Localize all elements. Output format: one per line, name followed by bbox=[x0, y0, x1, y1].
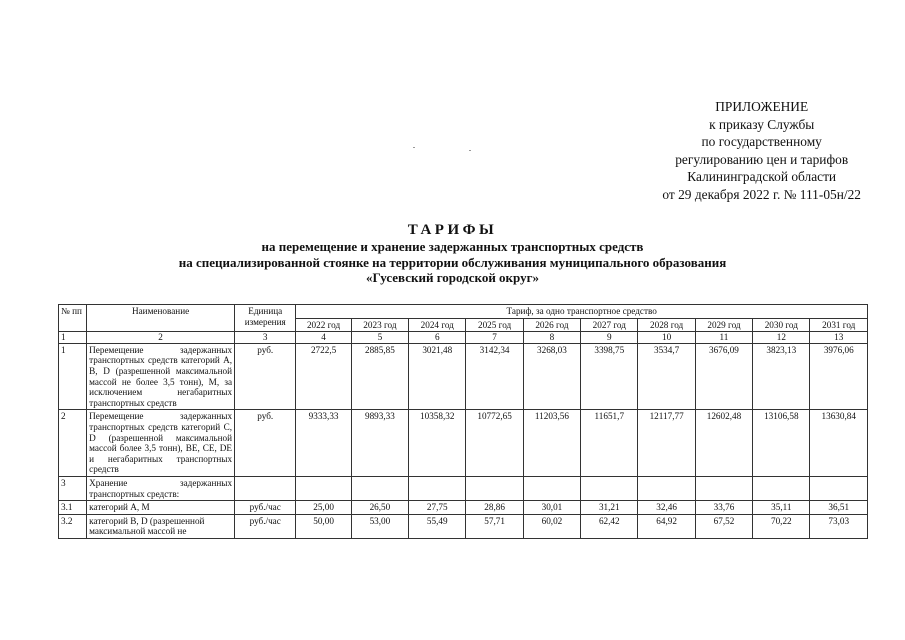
tariff-cell: 57,71 bbox=[466, 514, 523, 538]
row-name: Перемещение задержанных транспортных средств категорий А, В, D (разрешенной максимальной массой не более 3,5 тонн), М, за исключением негабаритных транспортных средств bbox=[87, 343, 235, 410]
row-number: 1 bbox=[59, 343, 87, 410]
column-header-year: 2023 год bbox=[351, 318, 408, 332]
tariff-cell: 32,46 bbox=[638, 501, 695, 515]
tariff-cell: 50,00 bbox=[296, 514, 351, 538]
tariff-cell: 11651,7 bbox=[581, 410, 638, 477]
tariff-cell bbox=[638, 476, 695, 500]
tariff-cell bbox=[351, 476, 408, 500]
tariff-cell: 3534,7 bbox=[638, 343, 695, 410]
column-header-year: 2024 год bbox=[409, 318, 466, 332]
column-index-row bbox=[59, 332, 868, 344]
row-name: Хранение задержанных транспортных средств: bbox=[87, 476, 235, 500]
column-header-year: 2029 год bbox=[695, 318, 752, 332]
column-index: 10 bbox=[638, 332, 695, 344]
tariff-cell: 2885,85 bbox=[351, 343, 408, 410]
tariff-table bbox=[58, 304, 868, 539]
column-header-tariff: Тариф, за одно транспортное средство bbox=[296, 305, 868, 319]
table-row bbox=[59, 410, 868, 477]
row-unit: руб. bbox=[235, 343, 296, 410]
tariff-cell: 9893,33 bbox=[351, 410, 408, 477]
tariff-cell: 2722,5 bbox=[296, 343, 351, 410]
tariff-cell bbox=[296, 476, 351, 500]
appendix-line: регулированию цен и тарифов bbox=[675, 151, 849, 167]
tariff-cell: 26,50 bbox=[351, 501, 408, 515]
column-header-year: 2028 год bbox=[638, 318, 695, 332]
tariff-cell: 30,01 bbox=[523, 501, 580, 515]
column-index: 4 bbox=[296, 332, 351, 344]
tariff-cell: 60,02 bbox=[523, 514, 580, 538]
tariff-cell: 35,11 bbox=[753, 501, 810, 515]
tariff-cell bbox=[523, 476, 580, 500]
tariff-cell: 3976,06 bbox=[810, 343, 868, 410]
heading-line: на перемещение и хранение задержанных транспортных средств bbox=[261, 239, 644, 254]
row-unit: руб. bbox=[235, 410, 296, 477]
tariff-cell: 3823,13 bbox=[753, 343, 810, 410]
column-header-year: 2030 год bbox=[753, 318, 810, 332]
tariff-cell: 70,22 bbox=[753, 514, 810, 538]
tariff-cell: 62,42 bbox=[581, 514, 638, 538]
tariff-cell bbox=[581, 476, 638, 500]
tariff-cell: 31,21 bbox=[581, 501, 638, 515]
column-index: 8 bbox=[523, 332, 580, 344]
column-index: 7 bbox=[466, 332, 523, 344]
appendix-line: по государственному bbox=[701, 134, 822, 150]
appendix-block bbox=[662, 98, 861, 204]
table-row bbox=[59, 476, 868, 500]
column-index: 2 bbox=[87, 332, 235, 344]
tariff-cell: 25,00 bbox=[296, 501, 351, 515]
tariff-cell: 10772,65 bbox=[466, 410, 523, 477]
appendix-line: ПРИЛОЖЕНИЕ bbox=[715, 99, 809, 114]
tariff-cell bbox=[695, 476, 752, 500]
tariff-cell: 12602,48 bbox=[695, 410, 752, 477]
tariff-cell: 53,00 bbox=[351, 514, 408, 538]
tariff-cell bbox=[409, 476, 466, 500]
scan-speck bbox=[469, 150, 471, 151]
column-header-year: 2026 год bbox=[523, 318, 580, 332]
row-number: 3 bbox=[59, 476, 87, 500]
table-row bbox=[59, 514, 868, 538]
tariff-cell: 55,49 bbox=[409, 514, 466, 538]
column-index: 1 bbox=[59, 332, 87, 344]
column-index: 11 bbox=[695, 332, 752, 344]
tariff-cell: 9333,33 bbox=[296, 410, 351, 477]
column-header-number: № пп bbox=[59, 305, 87, 332]
tariff-cell: 11203,56 bbox=[523, 410, 580, 477]
document-heading bbox=[0, 221, 905, 286]
tariff-cell: 10358,32 bbox=[409, 410, 466, 477]
row-unit bbox=[235, 476, 296, 500]
tariff-cell: 12117,77 bbox=[638, 410, 695, 477]
column-header-unit: Единица измерения bbox=[235, 305, 296, 332]
header-row bbox=[59, 305, 868, 319]
row-name: категорий В, D (разрешенной максимальной массой не bbox=[87, 514, 235, 538]
row-number: 3.1 bbox=[59, 501, 87, 515]
tariff-cell bbox=[466, 476, 523, 500]
tariff-cell: 13106,58 bbox=[753, 410, 810, 477]
tariff-cell: 64,92 bbox=[638, 514, 695, 538]
row-name: Перемещение задержанных транспортных средств категорий С, D (разрешенной максимальной массой более 3,5 тонн), ВЕ, СЕ, DE и негабаритных транспортных средств bbox=[87, 410, 235, 477]
column-header-year: 2027 год bbox=[581, 318, 638, 332]
column-index: 13 bbox=[810, 332, 868, 344]
tariff-cell: 36,51 bbox=[810, 501, 868, 515]
row-number: 3.2 bbox=[59, 514, 87, 538]
tariff-cell: 73,03 bbox=[810, 514, 868, 538]
tariff-cell bbox=[810, 476, 868, 500]
heading-line: «Гусевский городской округ» bbox=[365, 270, 540, 285]
row-unit: руб./час bbox=[235, 501, 296, 515]
appendix-line: от 29 декабря 2022 г. № 111-05н/22 bbox=[662, 186, 861, 202]
tariff-cell: 13630,84 bbox=[810, 410, 868, 477]
tariff-cell: 28,86 bbox=[466, 501, 523, 515]
tariff-cell bbox=[753, 476, 810, 500]
column-index: 5 bbox=[351, 332, 408, 344]
column-header-year: 2031 год bbox=[810, 318, 868, 332]
tariff-cell: 27,75 bbox=[409, 501, 466, 515]
table-row bbox=[59, 343, 868, 410]
tariff-cell: 67,52 bbox=[695, 514, 752, 538]
tariff-cell: 3142,34 bbox=[466, 343, 523, 410]
table-row bbox=[59, 501, 868, 515]
appendix-line: Калининградской области bbox=[687, 169, 837, 185]
row-number: 2 bbox=[59, 410, 87, 477]
column-header-year: 2025 год bbox=[466, 318, 523, 332]
column-header-year: 2022 год bbox=[296, 318, 351, 332]
row-unit: руб./час bbox=[235, 514, 296, 538]
row-name: категорий А, М bbox=[87, 501, 235, 515]
heading-line: на специализированной стоянке на территории обслуживания муниципального образования bbox=[178, 254, 727, 270]
tariff-cell: 33,76 bbox=[695, 501, 752, 515]
column-header-name: Наименование bbox=[87, 305, 235, 332]
column-index: 6 bbox=[409, 332, 466, 344]
column-index: 12 bbox=[753, 332, 810, 344]
column-index: 9 bbox=[581, 332, 638, 344]
appendix-line: к приказу Службы bbox=[709, 116, 815, 132]
tariff-cell: 3676,09 bbox=[695, 343, 752, 410]
tariff-cell: 3268,03 bbox=[523, 343, 580, 410]
tariff-cell: 3398,75 bbox=[581, 343, 638, 410]
column-index: 3 bbox=[235, 332, 296, 344]
document-title: ТАРИФЫ bbox=[407, 222, 498, 238]
scan-speck bbox=[413, 147, 415, 148]
tariff-cell: 3021,48 bbox=[409, 343, 466, 410]
